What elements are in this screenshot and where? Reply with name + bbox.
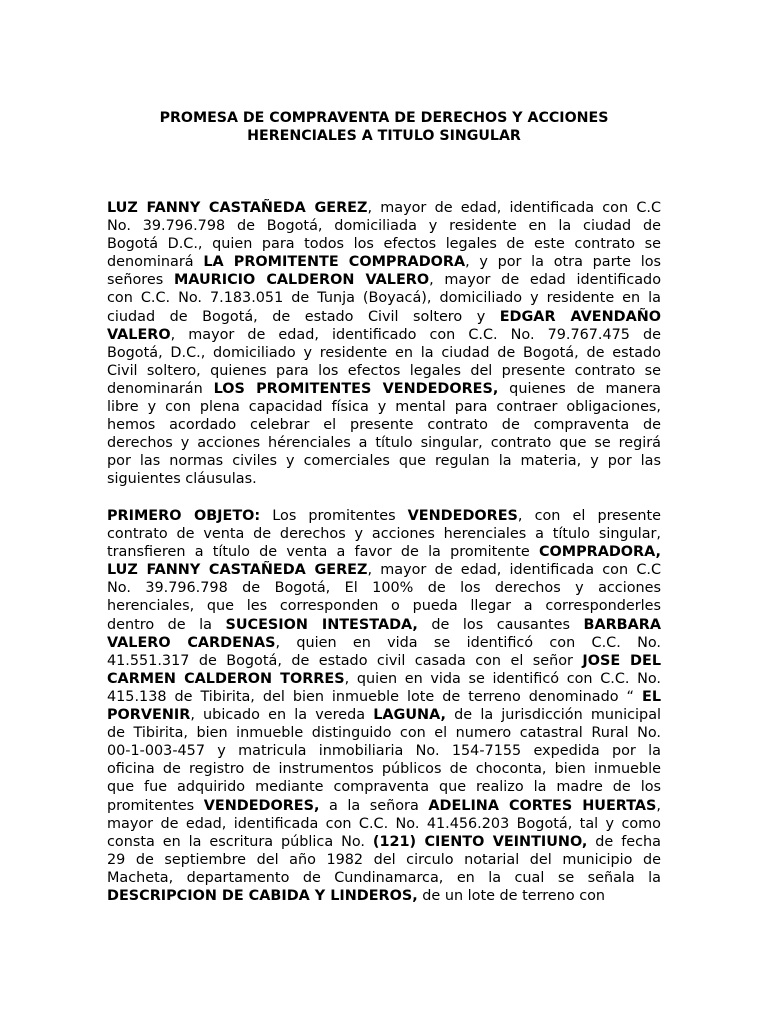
text-run: oficina de registro de instrumentos públicos de choconta, bien inmueble <box>107 761 661 778</box>
text-run: quienes de manera <box>498 380 661 397</box>
text-line <box>107 289 661 307</box>
text-run: que fue adquirido mediante compraventa que realizo la madre de los <box>107 779 661 796</box>
text-line <box>107 616 661 634</box>
text-run: 415.138 de Tibirita, del bien inmueble lote de terreno denominado “ <box>107 688 642 705</box>
text-line <box>107 235 661 253</box>
text-run: de fecha <box>587 833 661 850</box>
text-run: No. 39.796.798 de Bogotá, domiciliada y residente en la ciudad de <box>107 218 661 235</box>
text-line <box>107 543 661 561</box>
text-line <box>107 597 661 615</box>
text-line <box>107 670 661 688</box>
text-run: con C.C. No. 7.183.051 de Tunja (Boyacá), domiciliado y residente en la <box>107 290 661 307</box>
text-run: de Tibirita, bien inmueble distinguido con el numero catastral Rural No. <box>107 725 661 742</box>
text-line <box>107 507 661 525</box>
text-run: ciudad de Bogotá, de estado Civil soltero y <box>107 308 500 325</box>
text-run: , <box>656 797 661 814</box>
text-run: , quien en vida se identificó con C.C. No. <box>344 670 661 687</box>
text-run: , mayor de edad, identificado con C.C. No. 79.767.475 de <box>170 326 661 343</box>
text-line <box>107 416 661 434</box>
bold-text: COMPRADORA, <box>538 544 661 561</box>
bold-text: DESCRIPCION DE CABIDA Y LINDEROS, <box>107 887 418 904</box>
bold-text: SUCESION INTESTADA, <box>225 616 418 633</box>
title-line-2: HERENCIALES A TITULO SINGULAR <box>247 128 521 144</box>
text-line <box>107 887 661 905</box>
text-line <box>107 398 661 416</box>
bold-text: EL <box>641 688 661 705</box>
bold-text: PRIMERO OBJETO: <box>107 508 261 524</box>
text-run: libre y con plena capacidad física y mental para contraer obligaciones, <box>107 399 661 416</box>
text-run: , y por la otra parte los <box>465 254 661 271</box>
text-run: hemos acordado celebrar el presente contrato de compraventa de <box>107 417 661 434</box>
text-line <box>107 362 661 380</box>
text-run: por las normas civiles y comerciales que regulan la materia, y por las <box>107 453 661 470</box>
text-line <box>107 217 661 235</box>
text-line <box>107 652 661 670</box>
text-line <box>107 525 661 543</box>
text-run: transfieren a título de venta a favor de la promitente <box>107 544 539 561</box>
text-run: derechos y acciones hérenciales a título singular, contrato que se regirá <box>107 435 661 452</box>
text-line <box>107 470 661 488</box>
text-run: de un lote de terreno con <box>417 887 606 904</box>
text-run: mayor de edad, identificada con C.C. No. 41.456.203 Bogotá, tal y como <box>107 815 661 832</box>
text-line <box>107 851 661 869</box>
bold-text: LA PROMITENTE COMPRADORA <box>203 254 466 271</box>
text-run: a la señora <box>319 797 429 814</box>
text-line <box>107 869 661 887</box>
text-run: , ubicado en la vereda <box>190 707 374 724</box>
text-line <box>107 724 661 742</box>
text-line <box>107 706 661 724</box>
text-line <box>107 579 661 597</box>
bold-text: VENDEDORES <box>407 508 518 524</box>
text-line <box>107 815 661 833</box>
bold-text: JOSE DEL <box>582 652 661 669</box>
text-run: denominará <box>107 254 204 271</box>
bold-text: ADELINA CORTES HUERTAS <box>428 797 657 814</box>
text-run: Bogotá D.C., quien para todos los efectos legales de este contrato se <box>107 236 661 253</box>
text-run: consta en la escritura pública No. <box>107 833 373 850</box>
text-line <box>107 344 661 362</box>
bold-text: LUZ FANNY CASTAÑEDA GEREZ <box>107 200 368 216</box>
text-run: herenciales, que les corresponden o pueda llegar a corresponderles <box>107 598 661 615</box>
bold-text: BARBARA <box>583 616 661 633</box>
text-line <box>107 380 661 398</box>
text-run: 29 de septiembre del año 1982 del circulo notarial del municipio de <box>107 851 661 868</box>
text-line <box>107 561 661 579</box>
bold-text: LUZ FANNY CASTAÑEDA GEREZ <box>107 562 368 579</box>
text-line <box>107 308 661 326</box>
text-line <box>107 797 661 815</box>
text-run: denominarán <box>107 380 214 397</box>
text-run: promitentes <box>107 797 204 814</box>
text-run: , quien en vida se identificó con C.C. No. <box>275 634 661 651</box>
text-line <box>107 833 661 851</box>
text-run: señores <box>107 272 174 289</box>
text-run: , mayor de edad, identificada con C.C <box>367 200 661 216</box>
text-run: Bogotá, D.C., domiciliado y residente en la ciudad de Bogotá, de estado <box>107 344 661 361</box>
text-run: , mayor de edad identificado <box>429 272 662 289</box>
title-line-1: PROMESA DE COMPRAVENTA DE DERECHOS Y ACCIONES <box>159 110 609 126</box>
bold-text: PORVENIR <box>107 707 191 724</box>
text-run: de los causantes <box>417 616 584 633</box>
text-line <box>107 634 661 652</box>
text-run: Civil soltero, quienes para los efectos legales del presente contrato se <box>107 362 661 379</box>
paragraph-parties <box>107 199 661 489</box>
text-line <box>107 326 661 344</box>
text-run: contrato de venta de derechos y acciones herenciales a título singular, <box>107 526 661 543</box>
bold-text: MAURICIO CALDERON VALERO <box>173 272 430 289</box>
text-line <box>107 434 661 452</box>
text-line <box>107 688 661 706</box>
bold-text: LAGUNA, <box>373 707 446 724</box>
text-line <box>107 199 661 217</box>
text-run: Macheta, departamento de Cundinamarca, en la cual se señala la <box>107 869 661 886</box>
text-line <box>107 253 661 271</box>
text-run: , con el presente <box>517 508 661 524</box>
bold-text: VALERO CARDENAS <box>107 634 276 651</box>
bold-text: EDGAR AVENDAÑO <box>499 308 661 325</box>
text-run: Los promitentes <box>260 508 408 524</box>
text-run: siguientes cláusulas. <box>107 471 257 488</box>
text-run: de la jurisdicción municipal <box>445 707 662 724</box>
text-run: 41.551.317 de Bogotá, de estado civil casada con el señor <box>107 652 583 669</box>
text-line <box>107 778 661 796</box>
text-run: , mayor de edad, identificada con C.C <box>367 562 661 579</box>
bold-text: VENDEDORES, <box>203 797 320 814</box>
bold-text: LOS PROMITENTES VENDEDORES, <box>213 380 499 397</box>
bold-text: (121) CIENTO VEINTIUNO, <box>372 833 588 850</box>
document-title <box>107 109 661 145</box>
text-run: dentro de la <box>107 616 226 633</box>
text-run: 00-1-003-457 y matricula inmobiliaria No. 154-7155 expedida por la <box>107 743 661 760</box>
text-run: No. 39.796.798 de Bogotá, El 100% de los derechos y acciones <box>107 580 661 597</box>
text-line <box>107 760 661 778</box>
text-line <box>107 271 661 289</box>
bold-text: VALERO <box>107 326 171 343</box>
text-line <box>107 452 661 470</box>
bold-text: CARMEN CALDERON TORRES <box>107 670 345 687</box>
paragraph-primero-objeto <box>107 507 661 905</box>
text-line <box>107 742 661 760</box>
